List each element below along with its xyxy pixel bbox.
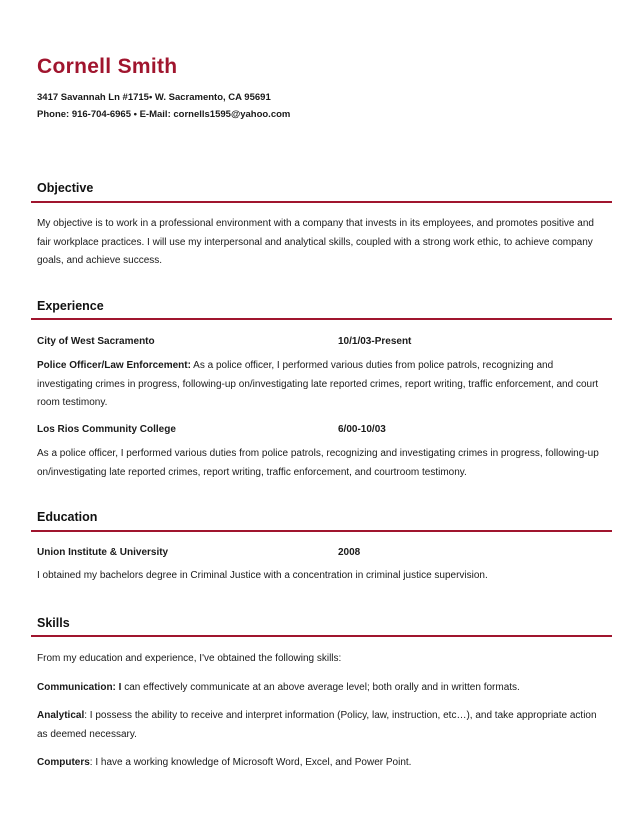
skill-label: Communication: I <box>37 682 122 693</box>
section-title-skills: Skills <box>37 616 70 630</box>
skill-item <box>37 754 603 773</box>
skill-item <box>37 707 603 744</box>
skill-text: : I have a working knowledge of Microsoft Word, Excel, and Power Point. <box>89 757 412 768</box>
section-title-experience: Experience <box>37 299 104 313</box>
skill-label: Analytical <box>37 710 85 721</box>
skill-text: : I possess the ability to receive and interpret information (Policy, law, instruction, etc…), and take appropriate action as deemed necessary. <box>37 710 597 740</box>
employer-name: City of West Sacramento <box>37 336 155 347</box>
phone-email-line: Phone: 916-704-6965 • E-Mail: cornells1595@yahoo.com <box>37 109 291 120</box>
employment-dates: 6/00-10/03 <box>338 424 386 435</box>
employer-name: Los Rios Community College <box>37 424 176 435</box>
section-divider <box>31 201 612 203</box>
job-description <box>37 357 603 413</box>
section-divider <box>31 318 612 320</box>
skill-text: can effectively communicate at an above average level; both orally and in written formats. <box>121 682 520 693</box>
skills-intro: From my education and experience, I've obtained the following skills: <box>37 653 342 664</box>
section-divider <box>31 635 612 637</box>
section-divider <box>31 530 612 532</box>
candidate-name: Cornell Smith <box>37 55 178 78</box>
section-title-education: Education <box>37 510 98 524</box>
skill-label: Computers <box>37 757 90 768</box>
section-title-objective: Objective <box>37 181 94 195</box>
job-description-text: As a police officer, I performed various duties from police patrols, recognizing and investigating crimes in progress, following-up on/investigating late reported crimes, report writing, traffic enforcement, and court room testimony. <box>37 360 599 408</box>
employment-dates: 10/1/03-Present <box>338 336 412 347</box>
objective-text: My objective is to work in a professional environment with a company that invests in its employees, and promotes positive and fair workplace practices. I will use my interpersonal and analytical skills, coupled with a strong work ethic, to achieve company goals, and achieve success. <box>37 218 594 266</box>
skill-item <box>37 679 603 698</box>
school-name: Union Institute & University <box>37 547 169 558</box>
education-text: I obtained my bachelors degree in Criminal Justice with a concentration in criminal justice supervision. <box>37 570 488 581</box>
job-description: As a police officer, I performed various duties from police patrols, recognizing and investigating crimes in progress, following-up on/investigating late reported crimes, report writing, traffic enforcement, and courtroom testimony. <box>37 448 599 478</box>
address-line: 3417 Savannah Ln #1715• W. Sacramento, CA 95691 <box>37 92 271 103</box>
job-role-label: Police Officer/Law Enforcement: <box>37 360 191 371</box>
graduation-year: 2008 <box>338 547 361 558</box>
